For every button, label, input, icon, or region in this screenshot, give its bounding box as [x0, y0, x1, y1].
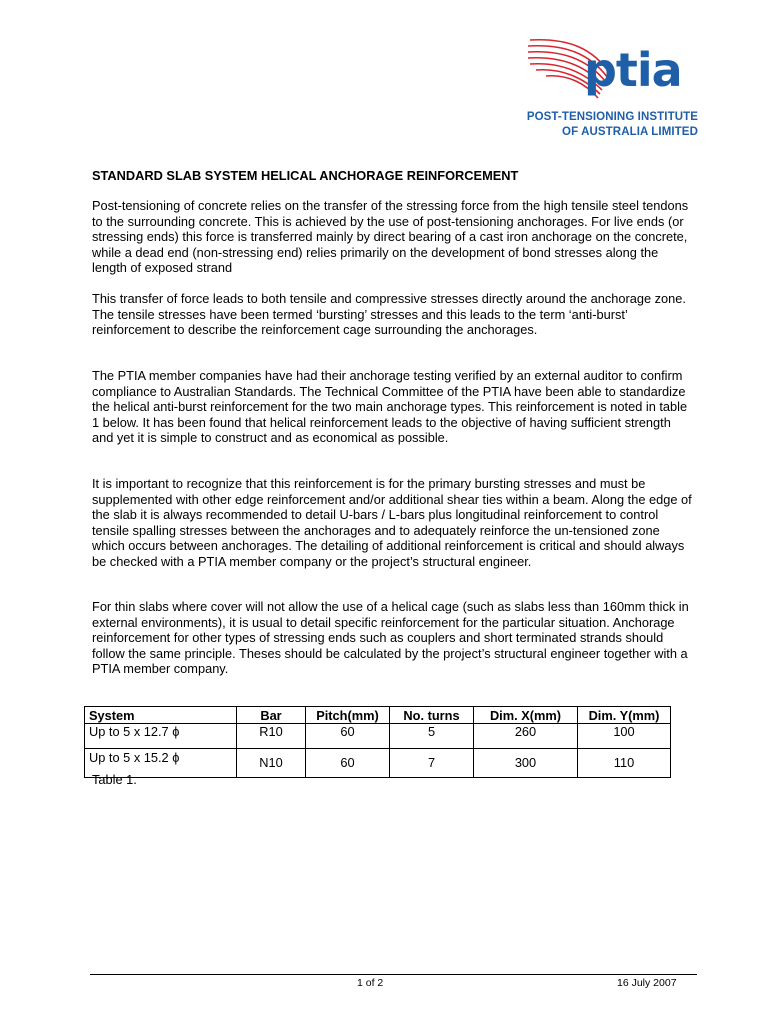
table-cell: 110 — [578, 749, 671, 778]
table-caption: Table 1. — [92, 772, 137, 787]
table-cell: R10 — [237, 724, 306, 749]
institute-name-line1: POST-TENSIONING INSTITUTE — [526, 111, 698, 123]
table-header-cell: System — [85, 707, 237, 724]
paragraph-4: It is important to recognize that this reinforcement is for the primary bursting stresses and must be supplemented with other edge reinforcement and/or additional shear ties within a beam. Along the edge of the slab it is always recommended to detail U-bars / L-bars plus longitudinal reinforcement to control tensile spalling stresses between the anchorages and to adequately reinforce the un-tensioned zone which occurs between anchorages. The detailing of additional reinforcement is critical and should always be checked with a PTIA member company or the project’s structural engineer. — [92, 476, 692, 569]
paragraph-3: The PTIA member companies have had their anchorage testing verified by an external auditor to confirm compliance to Australian Standards. The Technical Committee of the PTIA have been able to standardize the helical anti-burst reinforcement for the two main anchorage types. This reinforcement is noted in table 1 below. It has been found that helical reinforcement leads to the objective of having sufficient strength and yet it is simple to construct and as economical as possible. — [92, 368, 688, 446]
table-cell: 300 — [474, 749, 578, 778]
page-number: 1 of 2 — [357, 977, 384, 989]
paragraph-2: This transfer of force leads to both tensile and compressive stresses directly around the anchorage zone. The tensile stresses have been termed ‘bursting’ stresses and this leads to the term ‘anti-burst’ reinforcement to describe the reinforcement cage surrounding the anchorages. — [92, 291, 686, 338]
footer-rule — [90, 974, 697, 975]
table-header-row — [85, 707, 671, 724]
paragraph-5: For thin slabs where cover will not allow the use of a helical cage (such as slabs less than 160mm thick in external environments), it is usual to detail specific reinforcement for the particular situation. Anchorage reinforcement for other types of stressing ends such as couplers and short terminated strands should follow the same principle. Theses should be calculated by the project’s structural engineer together with a PTIA member company. — [92, 599, 689, 677]
table-row — [85, 749, 671, 778]
table-cell: 260 — [474, 724, 578, 749]
table-cell: 100 — [578, 724, 671, 749]
institute-name-line2: OF AUSTRALIA LIMITED — [562, 126, 698, 138]
table-cell: N10 — [237, 749, 306, 778]
table-cell: 60 — [306, 724, 390, 749]
table-header-cell: No. turns — [390, 707, 474, 724]
table-row — [85, 724, 671, 749]
document-title: STANDARD SLAB SYSTEM HELICAL ANCHORAGE REINFORCEMENT — [92, 168, 519, 183]
table-cell: 7 — [390, 749, 474, 778]
table-header-cell: Dim. X(mm) — [474, 707, 578, 724]
table-cell: Up to 5 x 15.2 ϕ — [85, 749, 237, 778]
table-cell: 5 — [390, 724, 474, 749]
table-cell: 60 — [306, 749, 390, 778]
paragraph-1: Post-tensioning of concrete relies on the transfer of the stressing force from the high tensile steel tendons to the surrounding concrete. This is achieved by the use of post-tensioning anchorages. For live ends (or stressing ends) this force is transferred mainly by direct bearing of a cast iron anchorage on the concrete, while a dead end (non-stressing end) relies primarily on the development of bond stresses along the length of exposed strand — [92, 198, 689, 276]
ptia-logo — [528, 34, 700, 104]
reinforcement-table — [84, 706, 671, 778]
table-header-cell: Bar — [237, 707, 306, 724]
table-header-cell: Dim. Y(mm) — [578, 707, 671, 724]
table-header-cell: Pitch(mm) — [306, 707, 390, 724]
logo-wordmark: ptia — [584, 43, 682, 97]
table-cell: Up to 5 x 12.7 ϕ — [85, 724, 237, 749]
footer-date: 16 July 2007 — [617, 977, 677, 989]
